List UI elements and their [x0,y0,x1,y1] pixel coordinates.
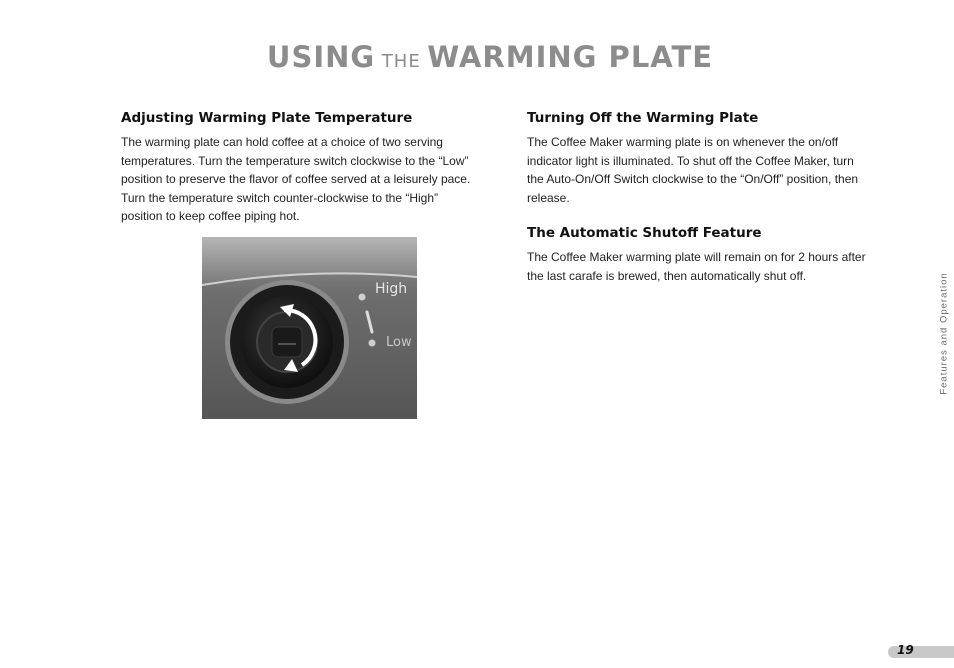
section2-line: The Coffee Maker warming plate will remain on for 2 hours after [527,250,866,264]
low-dot-icon [369,340,376,347]
page-number: 19 [897,643,914,657]
section2-paragraph [527,248,866,285]
low-label: Low [386,335,412,350]
high-dot-icon [359,294,366,301]
section1-paragraph [527,133,858,207]
left-heading: Adjusting Warming Plate Temperature [121,110,413,126]
section1-line: the Auto-On/Off Switch clockwise to the “On/Off” position, then [527,172,859,186]
section1-line: The Coffee Maker warming plate is on whenever the on/off [527,135,839,149]
title-using: USING [266,40,376,74]
section1-line: release. [527,190,570,205]
left-paragraph [121,133,470,226]
section2-heading: The Automatic Shutoff Feature [527,225,762,241]
switch-illustration [202,237,417,419]
page-title [0,40,954,74]
title-warming-plate: WARMING PLATE [427,40,714,74]
left-line: Turn the temperature switch counter-clockwise to the “High” [121,190,439,205]
left-line: position to preserve the flavor of coffee served at a leisurely pace. [121,172,471,186]
high-label: High [375,281,408,297]
section1-heading: Turning Off the Warming Plate [527,110,759,126]
section-sidebar [934,258,950,410]
left-line: temperatures. Turn the temperature switch clockwise to the “Low” [121,153,469,168]
temperature-switch-photo [202,237,417,419]
left-line: position to keep coffee piping hot. [121,209,300,223]
sidebar-label: Features and Operation [938,272,950,395]
section2-line: the last carafe is brewed, then automatically shut off. [527,268,807,283]
section1-line: indicator light is illuminated. To shut off the Coffee Maker, turn [527,153,854,168]
left-line: The warming plate can hold coffee at a choice of two serving [121,135,443,149]
title-the: THE [381,51,421,72]
